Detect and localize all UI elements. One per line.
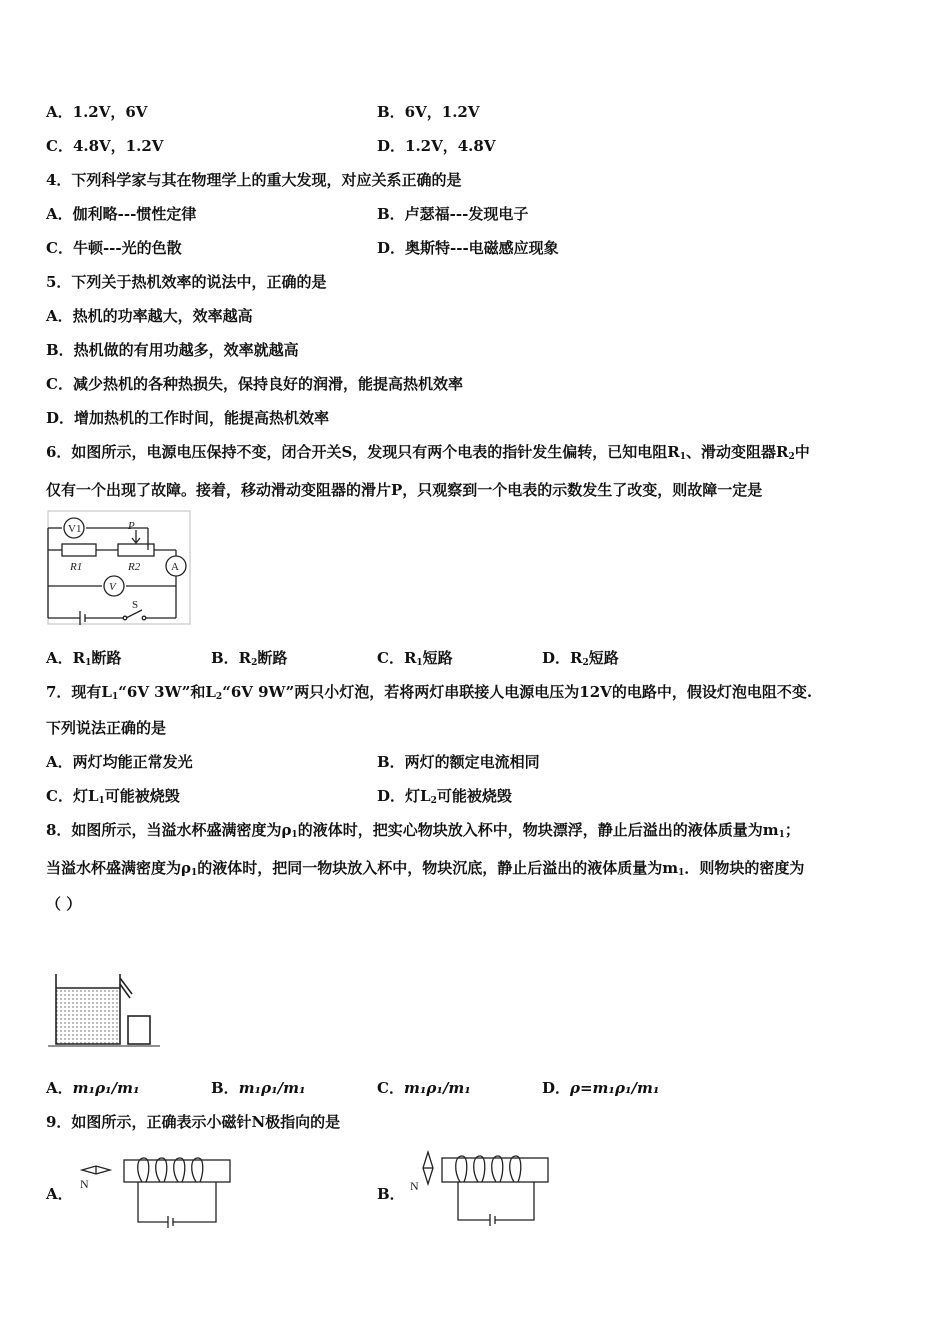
- q9-option-a: A．: [46, 1185, 73, 1203]
- q8-option-c: C．m₁ρ₁/m₁: [377, 1079, 471, 1097]
- q9-figure-a: [76, 1152, 236, 1232]
- q9-stem: 9．如图所示，正确表示小磁针N极指向的是: [46, 1113, 341, 1131]
- q4-option-b: B．卢瑟福---发现电子: [377, 205, 529, 223]
- q7-stem-line2: 下列说法正确的是: [46, 719, 167, 737]
- q4-stem: 4．下列科学家与其在物理学上的重大发现，对应关系正确的是: [46, 171, 462, 189]
- q6-option-a: A．$R_1$断路: [46, 649, 122, 668]
- q5-stem: 5．下列关于热机效率的说法中，正确的是: [46, 273, 327, 291]
- r1-label: R1: [70, 561, 83, 573]
- q5-option-d: D．增加热机的工作时间，能提高热机效率: [46, 409, 330, 427]
- voltmeter1-label: V1: [68, 523, 82, 535]
- q6-option-b: B．$R_2$断路: [211, 649, 288, 668]
- q3-option-c: C．4.8V，1.2V: [46, 137, 164, 155]
- q3-option-a: A．1.2V，6V: [46, 103, 148, 121]
- q9-a-pole-label: N: [80, 1177, 89, 1191]
- q8-overflow-cup-figure: [48, 970, 164, 1052]
- q6-option-d: D．$R_2$短路: [542, 649, 619, 668]
- q8-stem-line1: 8．如图所示，当溢水杯盛满密度为$\rho_1$的液体时，把实心物块放入杯中，物块漂浮，静止后溢出的液体质量为$m_1$；: [46, 821, 800, 840]
- q8-stem-line2: 当溢水杯盛满密度为$\rho_1$的液体时，把同一物块放入杯中，物块沉底，静止后溢出的液体质量为$m_1$．则物块的密度为: [46, 859, 805, 878]
- q7-option-b: B．两灯的额定电流相同: [377, 753, 540, 771]
- q9-figure-b: [406, 1148, 556, 1232]
- slider-label: P: [128, 520, 135, 532]
- q3-option-b: B．6V，1.2V: [377, 103, 480, 121]
- q5-option-c: C．减少热机的各种热损失，保持良好的润滑，能提高热机效率: [46, 375, 463, 393]
- voltmeter-label: V: [109, 581, 116, 593]
- q7-option-d: D．灯$L_2$可能被烧毁: [377, 787, 512, 806]
- q6-option-c: C．$R_1$短路: [377, 649, 453, 668]
- q5-option-b: B．热机做的有用功越多，效率就越高: [46, 341, 299, 359]
- q7-option-c: C．灯$L_1$可能被烧毁: [46, 787, 180, 806]
- q9-option-b: B．: [377, 1185, 405, 1203]
- q7-stem-line1: 7．现有$L_1“6V$ 3W”和$L_2“6V$ 9W”两只小灯泡，若将两灯串联接人电源电压为12V的电路中，假设灯泡电阻不变.: [46, 683, 813, 702]
- q8-option-b: B．m₁ρ₁/m₁: [211, 1079, 306, 1097]
- q8-option-d: D．ρ=m₁ρ₁/m₁: [542, 1079, 660, 1097]
- q8-answer-paren: （ ）: [46, 895, 82, 913]
- q7-option-a: A．两灯均能正常发光: [46, 753, 193, 771]
- r2-label: R2: [128, 561, 141, 573]
- q4-option-c: C．牛顿---光的色散: [46, 239, 182, 257]
- q4-option-d: D．奥斯特---电磁感应现象: [377, 239, 559, 257]
- q4-option-a: A．伽利略---惯性定律: [46, 205, 197, 223]
- q3-option-d: D．1.2V，4.8V: [377, 137, 496, 155]
- switch-label: S: [132, 599, 139, 611]
- q6-stem-line1: 6．如图所示，电源电压保持不变，闭合开关S，发现只有两个电表的指针发生偏转，已知电阻$R_1$、滑动变阻器$R_2$中: [46, 443, 810, 462]
- q6-stem-line2: 仅有一个出现了故障。接着，移动滑动变阻器的滑片P，只观察到一个电表的示数发生了改变，则故障一定是: [46, 481, 763, 499]
- q9-b-pole-label: N: [410, 1179, 419, 1193]
- q5-option-a: A．热机的功率越大，效率越高: [46, 307, 253, 325]
- ammeter-label: A: [171, 561, 179, 573]
- q6-circuit-figure: [44, 508, 196, 628]
- q8-option-a: A．m₁ρ₁/m₁: [46, 1079, 140, 1097]
